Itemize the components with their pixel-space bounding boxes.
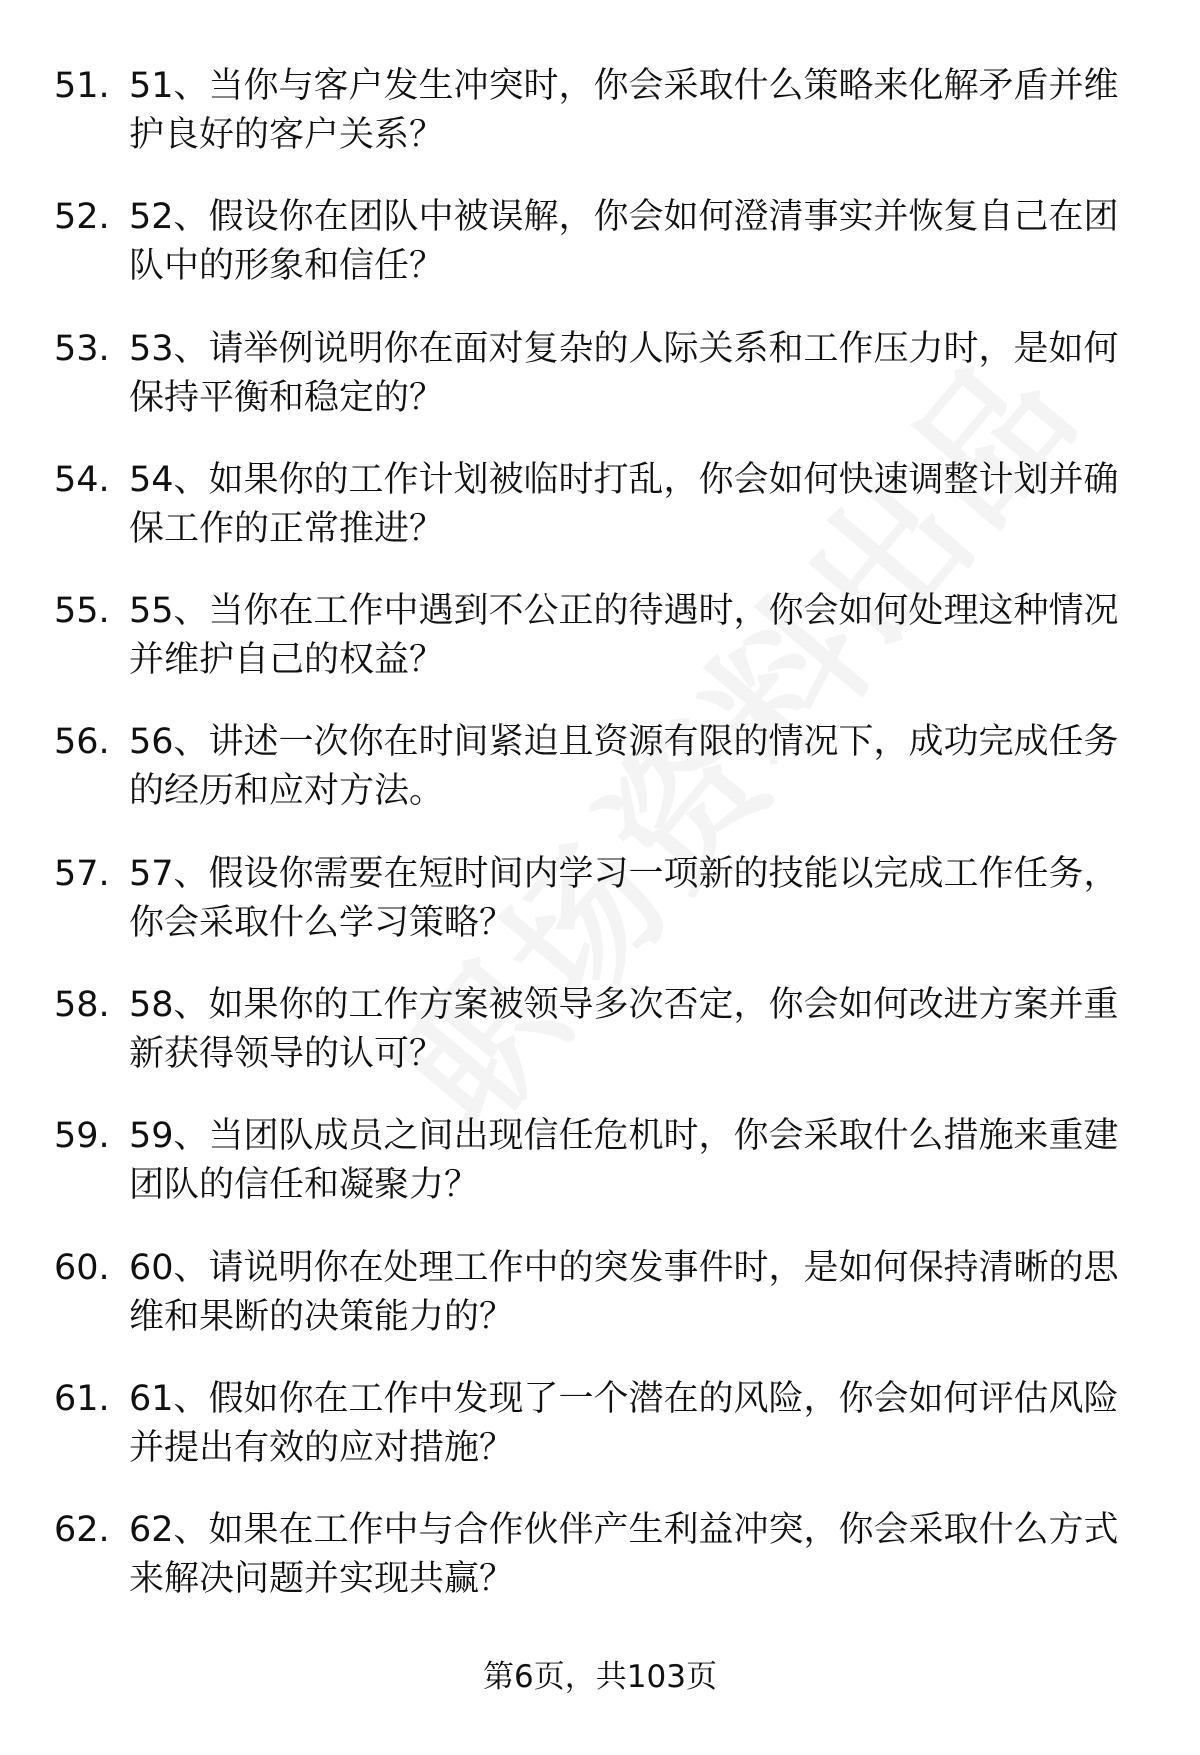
page-footer: 第6页，共103页 (483, 1659, 717, 1695)
question-number: 59. (54, 1116, 110, 1157)
question-number: 62. (54, 1510, 110, 1551)
question-text: 61、假如你在工作中发现了一个潜在的风险，你会如何评估风险并提出有效的应对措施？ (129, 1378, 1119, 1468)
question-number: 51. (54, 66, 110, 106)
question-item (0, 325, 1200, 456)
question-text: 60、请说明你在处理工作中的突发事件时，是如何保持清晰的思维和果断的决策能力的？ (129, 1247, 1119, 1337)
question-item (0, 1506, 1200, 1637)
question-item (0, 62, 1200, 193)
question-number: 52. (54, 197, 110, 238)
question-number: 61. (54, 1378, 110, 1419)
question-number: 55. (54, 591, 110, 632)
question-number: 53. (54, 328, 110, 369)
question-item (0, 850, 1200, 981)
question-list (0, 62, 1200, 1638)
question-item (0, 981, 1200, 1112)
question-text: 58、如果你的工作方案被领导多次否定，你会如何改进方案并重新获得领导的认可？ (129, 985, 1119, 1075)
question-item (0, 456, 1200, 587)
question-number: 57. (54, 853, 110, 894)
question-text: 56、讲述一次你在时间紧迫且资源有限的情况下，成功完成任务的经历和应对方法。 (129, 722, 1119, 812)
question-text: 53、请举例说明你在面对复杂的人际关系和工作压力时，是如何保持平衡和稳定的？ (129, 328, 1119, 418)
question-item (0, 1112, 1200, 1243)
question-text: 51、当你与客户发生冲突时，你会采取什么策略来化解矛盾并维护良好的客户关系？ (129, 66, 1119, 155)
question-item (0, 193, 1200, 324)
question-text: 62、如果在工作中与合作伙伴产生利益冲突，你会采取什么方式来解决问题并实现共赢？ (129, 1510, 1119, 1600)
question-item (0, 587, 1200, 718)
question-text: 59、当团队成员之间出现信任危机时，你会采取什么措施来重建团队的信任和凝聚力？ (129, 1116, 1119, 1206)
question-number: 54. (54, 459, 110, 500)
question-item (0, 718, 1200, 849)
question-item (0, 1244, 1200, 1375)
question-text: 52、假设你在团队中被误解，你会如何澄清事实并恢复自己在团队中的形象和信任？ (129, 197, 1119, 287)
question-item (0, 1375, 1200, 1506)
question-text: 54、如果你的工作计划被临时打乱，你会如何快速调整计划并确保工作的正常推进？ (129, 459, 1119, 549)
question-number: 58. (54, 985, 110, 1026)
question-number: 60. (54, 1247, 110, 1288)
question-number: 56. (54, 722, 110, 763)
question-text: 57、假设你需要在短时间内学习一项新的技能以完成工作任务，你会采取什么学习策略？ (129, 853, 1119, 943)
question-text: 55、当你在工作中遇到不公正的待遇时，你会如何处理这种情况并维护自己的权益？ (129, 591, 1119, 681)
